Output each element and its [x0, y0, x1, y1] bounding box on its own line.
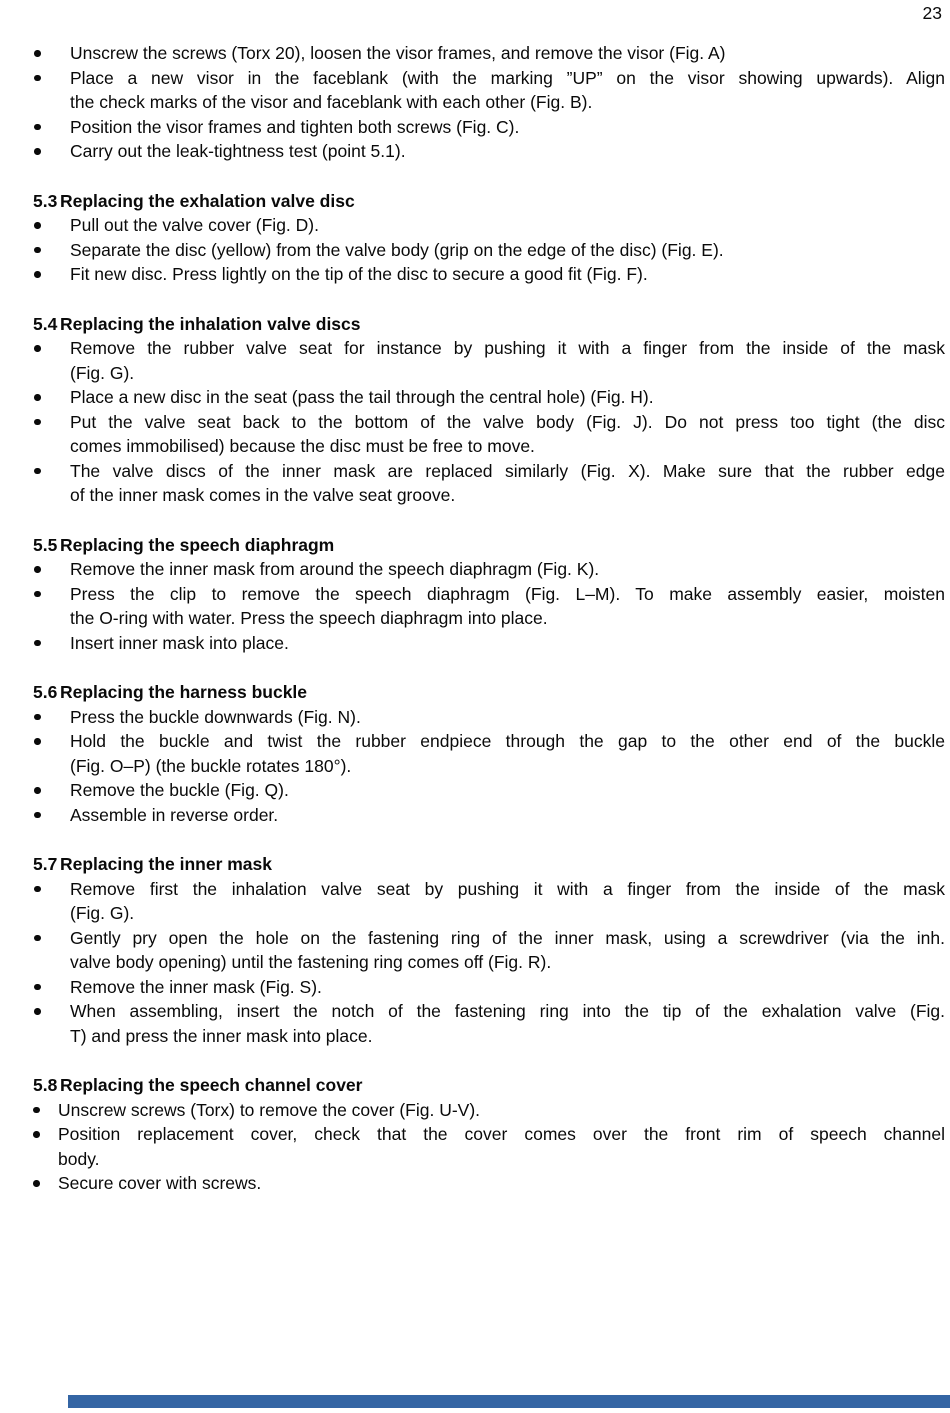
- bullet-line: Carry out the leak-tightness test (point 5.1).: [70, 141, 406, 161]
- bullet-item: [0, 877, 950, 926]
- bullet-item: [0, 557, 950, 582]
- bullet-line: of the inner mask comes in the valve seat groove.: [70, 485, 456, 505]
- bullet-line: the check marks of the visor and faceblank with each other (Fig. B).: [70, 92, 593, 112]
- bullet-line: Remove the rubber valve seat for instance by pushing it with a finger from the inside of the mask: [70, 338, 945, 358]
- bullet-item: [0, 778, 950, 803]
- section-heading: [0, 680, 950, 705]
- bullet-line: Remove the inner mask (Fig. S).: [70, 976, 322, 997]
- bullet-item: [0, 410, 950, 459]
- bullet-line: Separate the disc (yellow) from the valve body (grip on the edge of the disc) (Fig. E).: [70, 239, 724, 260]
- bullet-item: [0, 975, 950, 1000]
- bullet-line: valve body opening) until the fastening ring comes off (Fig. R).: [70, 952, 552, 972]
- section-number: 5.3: [33, 190, 58, 211]
- intro-bullet-list: [0, 41, 950, 164]
- section-heading: [0, 852, 950, 877]
- bullet-line: Position the visor frames and tighten both screws (Fig. C).: [70, 116, 520, 137]
- section-number: 5.6: [33, 682, 58, 702]
- section-heading: [0, 1073, 950, 1098]
- bullet-item: [0, 459, 950, 508]
- section-5.4: [0, 312, 950, 508]
- section-bullet-list: [0, 1098, 950, 1196]
- section-title: Replacing the speech diaphragm: [60, 534, 335, 555]
- bullet-item: [0, 1122, 950, 1171]
- bullet-item: [0, 238, 950, 263]
- bullet-item: [0, 999, 950, 1048]
- bullet-line: (Fig. G).: [70, 903, 135, 923]
- bullet-line: body.: [58, 1148, 100, 1169]
- sections-container: [0, 189, 950, 1196]
- bullet-line: Unscrew screws (Torx) to remove the cover (Fig. U-V).: [58, 1099, 481, 1120]
- bullet-line: Gently pry open the hole on the fastening ring of the inner mask, using a screwdriver (via the inh.: [70, 927, 945, 948]
- bullet-line: (Fig. O–P) (the buckle rotates 180°).: [70, 755, 352, 776]
- section-title: Replacing the exhalation valve disc: [60, 190, 355, 211]
- section-heading: [0, 189, 950, 214]
- bullet-item: [0, 1171, 950, 1196]
- section-5.6: [0, 680, 950, 827]
- bullet-item: [0, 582, 950, 631]
- bullet-line: Remove the buckle (Fig. Q).: [70, 780, 289, 800]
- section-heading: [0, 533, 950, 558]
- bullet-line: Unscrew the screws (Torx 20), loosen the visor frames, and remove the visor (Fig. A): [70, 43, 726, 63]
- section-title: Replacing the inner mask: [60, 854, 273, 874]
- bullet-line: Insert inner mask into place.: [70, 632, 289, 653]
- section-title: Replacing the speech channel cover: [60, 1075, 363, 1095]
- bullet-item: [0, 926, 950, 975]
- bullet-line: Secure cover with screws.: [58, 1173, 262, 1193]
- section-bullet-list: [0, 705, 950, 828]
- bullet-line: the O-ring with water. Press the speech diaphragm into place.: [70, 608, 548, 628]
- section-number: 5.7: [33, 854, 58, 874]
- section-title: Replacing the inhalation valve discs: [60, 313, 361, 334]
- bullet-line: When assembling, insert the notch of the fastening ring into the tip of the exhalation valve (Fig.: [70, 1001, 945, 1021]
- bullet-line: Place a new disc in the seat (pass the tail through the central hole) (Fig. H).: [70, 387, 654, 407]
- bullet-line: Fit new disc. Press lightly on the tip of the disc to secure a good fit (Fig. F).: [70, 264, 648, 284]
- bullet-line: Remove the inner mask from around the speech diaphragm (Fig. K).: [70, 559, 600, 579]
- bullet-item: [0, 1098, 950, 1123]
- bullet-line: Position replacement cover, check that the cover comes over the front rim of speech channel: [58, 1124, 945, 1144]
- section-heading: [0, 312, 950, 337]
- bullet-item: [0, 213, 950, 238]
- bullet-item: [0, 66, 950, 115]
- bullet-item: [0, 139, 950, 164]
- page-content: [0, 41, 950, 1196]
- bullet-item: [0, 262, 950, 287]
- bullet-line: Press the clip to remove the speech diaphragm (Fig. L–M). To make assembly easier, moisten: [70, 583, 945, 604]
- bullet-item: [0, 41, 950, 66]
- section-title: Replacing the harness buckle: [60, 682, 308, 702]
- bullet-item: [0, 115, 950, 140]
- bullet-line: comes immobilised) because the disc must be free to move.: [70, 436, 535, 456]
- section-bullet-list: [0, 877, 950, 1049]
- bullet-item: [0, 385, 950, 410]
- bullet-item: [0, 336, 950, 385]
- bullet-line: Press the buckle downwards (Fig. N).: [70, 706, 361, 727]
- bullet-line: Place a new visor in the faceblank (with the marking ”UP” on the visor showing upwards). Align: [70, 67, 945, 88]
- bullet-item: [0, 729, 950, 778]
- bullet-line: Remove first the inhalation valve seat by pushing it with a finger from the inside of the mask: [70, 878, 945, 899]
- bullet-line: The valve discs of the inner mask are replaced similarly (Fig. X). Make sure that the rubber edge: [70, 460, 945, 481]
- bullet-line: Put the valve seat back to the bottom of the valve body (Fig. J). Do not press too tight (the disc: [70, 411, 945, 432]
- section-bullet-list: [0, 213, 950, 287]
- horizontal-scrollbar[interactable]: [68, 1395, 950, 1408]
- bullet-line: T) and press the inner mask into place.: [70, 1025, 373, 1046]
- section-bullet-list: [0, 557, 950, 655]
- bullet-line: (Fig. G).: [70, 362, 135, 383]
- bullet-item: [0, 803, 950, 828]
- section-5.5: [0, 533, 950, 656]
- bullet-line: Hold the buckle and twist the rubber endpiece through the gap to the other end of the buckle: [70, 731, 945, 751]
- section-5.7: [0, 852, 950, 1048]
- section-5.3: [0, 189, 950, 287]
- bullet-line: Pull out the valve cover (Fig. D).: [70, 215, 319, 235]
- section-number: 5.4: [33, 313, 58, 334]
- page-number: 23: [922, 3, 942, 23]
- bullet-line: Assemble in reverse order.: [70, 804, 279, 825]
- section-number: 5.5: [33, 534, 58, 555]
- bullet-item: [0, 705, 950, 730]
- section-number: 5.8: [33, 1075, 58, 1095]
- section-5.8: [0, 1073, 950, 1196]
- section-bullet-list: [0, 336, 950, 508]
- bullet-item: [0, 631, 950, 656]
